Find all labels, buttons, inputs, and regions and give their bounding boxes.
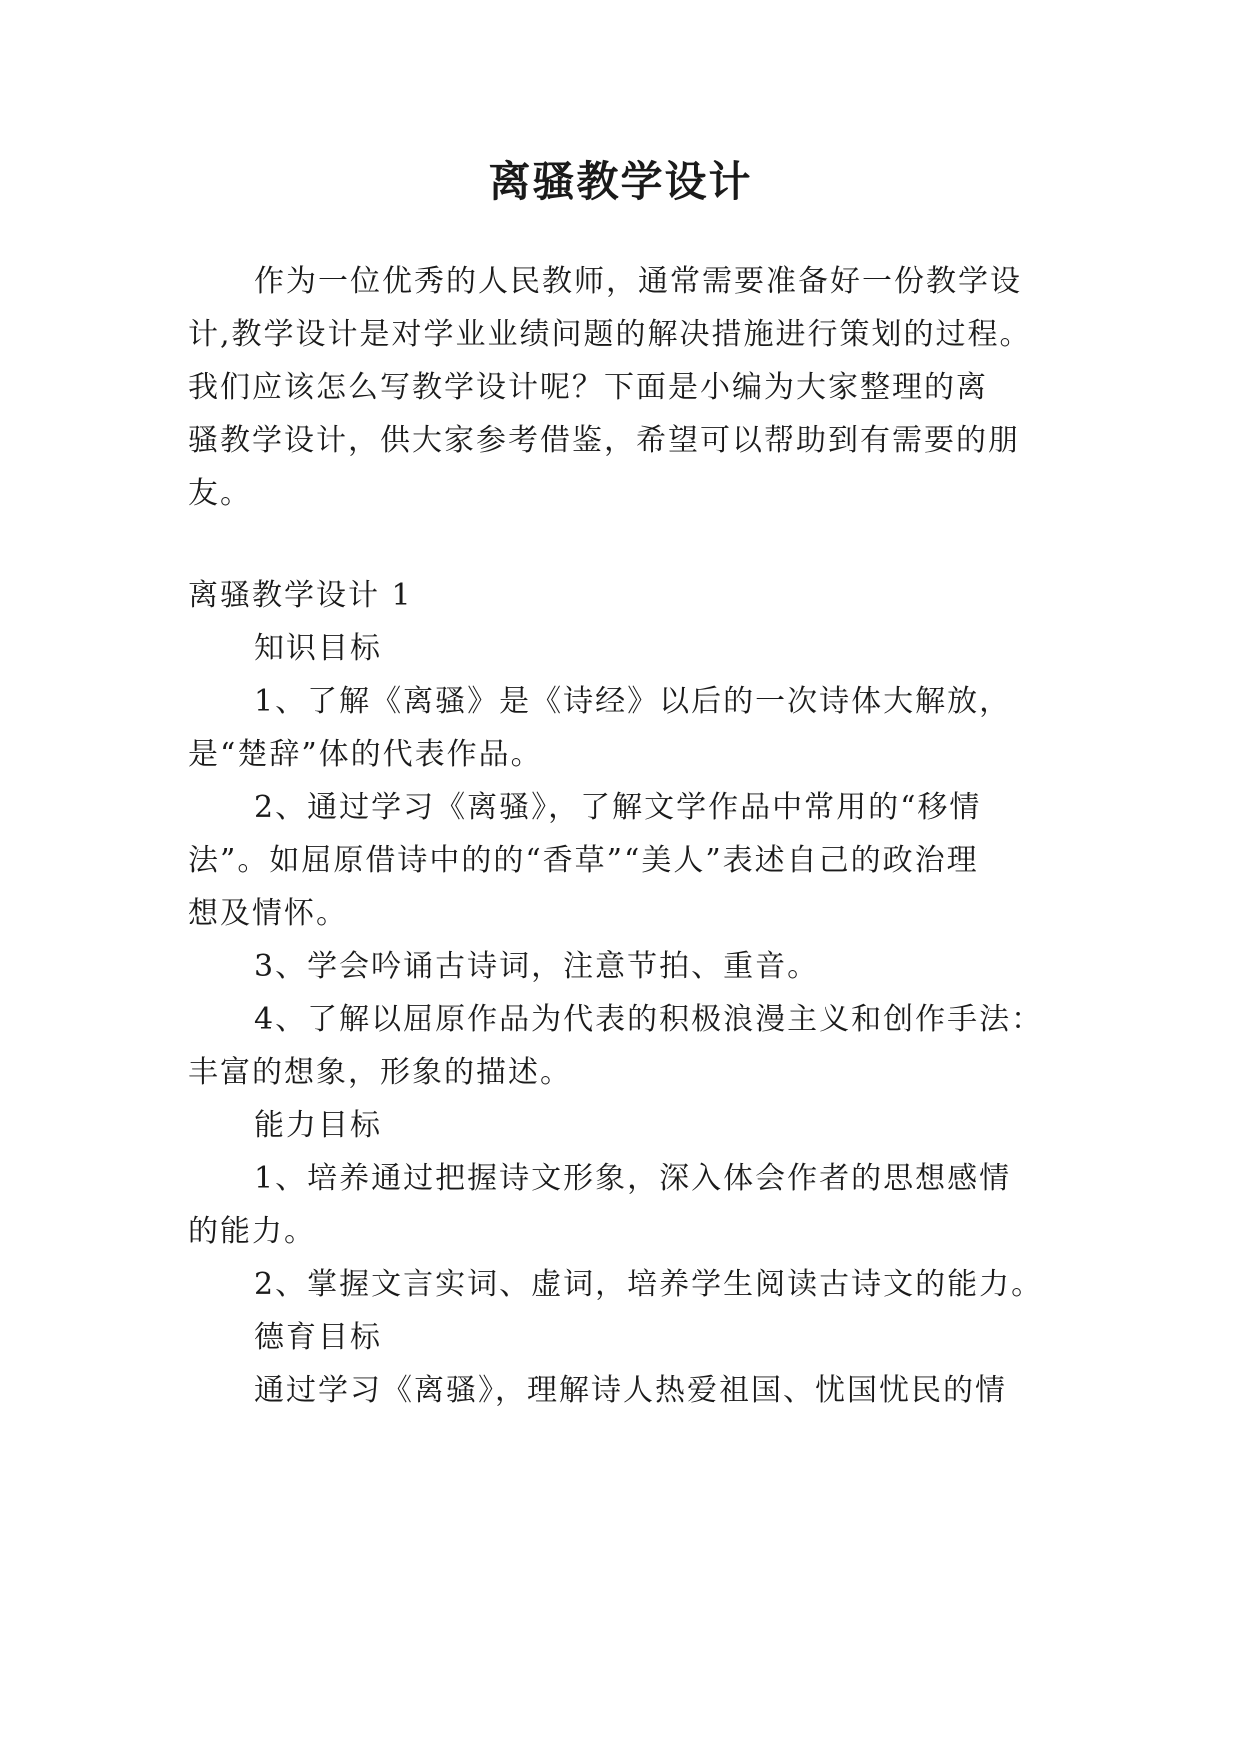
knowledge-item-line: 想及情怀。 (188, 896, 348, 931)
ability-item-line: 的能力。 (188, 1214, 316, 1249)
intro-line: 骚教学设计，供大家参考借鉴，希望可以帮助到有需要的朋 (188, 423, 1020, 458)
knowledge-item-line: 法”。如屈原借诗中的的“香草”“美人”表述自己的政治理 (188, 843, 979, 878)
knowledge-item-line: 丰富的想象，形象的描述。 (188, 1055, 572, 1090)
intro-line: 我们应该怎么写教学设计呢？下面是小编为大家整理的离 (188, 370, 988, 405)
knowledge-heading: 知识目标 (254, 631, 382, 666)
knowledge-item-line: 是“楚辞”体的代表作品。 (188, 737, 543, 772)
ability-item-line: 2、掌握文言实词、虚词，培养学生阅读古诗文的能力。 (254, 1267, 1044, 1302)
intro-line: 计,教学设计是对学业业绩问题的解决措施进行策划的过程。 (188, 317, 1032, 352)
knowledge-item-line: 4、了解以屈原作品为代表的积极浪漫主义和创作手法： (254, 1002, 1044, 1037)
document-title: 离骚教学设计 (488, 157, 753, 206)
intro-line: 作为一位优秀的人民教师，通常需要准备好一份教学设 (254, 264, 1022, 299)
moral-heading: 德育目标 (254, 1320, 382, 1355)
ability-heading: 能力目标 (254, 1108, 382, 1143)
section-heading: 离骚教学设计 1 (188, 578, 413, 613)
ability-item-line: 1、培养通过把握诗文形象，深入体会作者的思想感情 (254, 1161, 1012, 1196)
knowledge-item-line: 1、了解《离骚》是《诗经》以后的一次诗体大解放， (254, 684, 1012, 719)
knowledge-item-line: 3、学会吟诵古诗词，注意节拍、重音。 (254, 949, 820, 984)
intro-line: 友。 (188, 476, 252, 511)
knowledge-item-line: 2、通过学习《离骚》，了解文学作品中常用的“移情 (254, 790, 982, 825)
moral-item-line: 通过学习《离骚》，理解诗人热爱祖国、忧国忧民的情 (254, 1373, 1007, 1408)
